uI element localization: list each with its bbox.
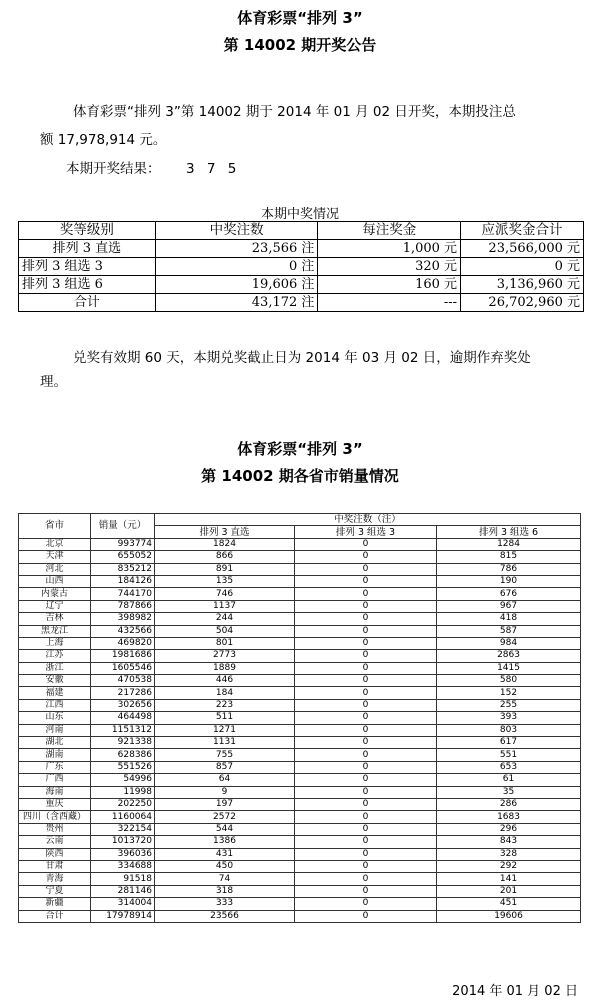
province-cell: 宁夏	[19, 885, 91, 897]
sales-cell: 0	[295, 774, 437, 786]
sales-cell: 202250	[91, 798, 155, 810]
announcement-title: 体育彩票“排列 3”	[237, 9, 363, 27]
sales-cell: 676	[437, 588, 581, 600]
sales-row	[19, 600, 581, 612]
sales-cell: 333	[155, 898, 295, 910]
sales-cell: 255	[437, 699, 581, 711]
sales-cell: 446	[155, 675, 295, 687]
sales-table	[18, 513, 581, 923]
sales-cell: 201	[437, 885, 581, 897]
direct-header: 排列 3 直选	[155, 526, 295, 538]
sales-cell: 0	[295, 885, 437, 897]
result-label: 本期开奖结果：	[66, 161, 161, 177]
sales-row	[19, 774, 581, 786]
province-cell: 江苏	[19, 650, 91, 662]
sales-cell: 891	[155, 563, 295, 575]
sales-cell: 0	[295, 588, 437, 600]
sales-row	[19, 588, 581, 600]
prize-cell: 1,000 元	[318, 240, 461, 258]
province-cell: 重庆	[19, 798, 91, 810]
sales-cell: 0	[295, 737, 437, 749]
sales-cell: 184	[155, 687, 295, 699]
sales-row	[19, 749, 581, 761]
sales-cell: 787866	[91, 600, 155, 612]
sales-row	[19, 885, 581, 897]
sales-cell: 0	[295, 798, 437, 810]
sales-cell: 35	[437, 786, 581, 798]
province-cell: 贵州	[19, 823, 91, 835]
sales-cell: 0	[295, 860, 437, 872]
sales-cell: 396036	[91, 848, 155, 860]
sales-cell: 281146	[91, 885, 155, 897]
sales-cell: 866	[155, 551, 295, 563]
sales-cell: 469820	[91, 637, 155, 649]
prize-header-cell: 每注奖金	[318, 222, 461, 240]
sales-cell: 23566	[155, 910, 295, 922]
prize-cell: 160 元	[318, 276, 461, 294]
province-cell: 云南	[19, 836, 91, 848]
sales-cell: 1981686	[91, 650, 155, 662]
sales-row	[19, 699, 581, 711]
sales-cell: 91518	[91, 873, 155, 885]
sales-cell: 286	[437, 798, 581, 810]
sales-subtitle: 第 14002 期各省市销量情况	[201, 467, 399, 485]
sales-cell: 451	[437, 898, 581, 910]
sales-row	[19, 823, 581, 835]
sales-cell: 0	[295, 848, 437, 860]
sales-cell: 292	[437, 860, 581, 872]
sales-cell: 1137	[155, 600, 295, 612]
province-cell: 福建	[19, 687, 91, 699]
sales-cell: 984	[437, 637, 581, 649]
prize-cell: 26,702,960 元	[461, 294, 584, 312]
sales-cell: 0	[295, 687, 437, 699]
winners-header: 中奖注数（注）	[155, 514, 581, 526]
sales-cell: 17978914	[91, 910, 155, 922]
sales-cell: 431	[155, 848, 295, 860]
prize-header-row	[19, 222, 584, 240]
province-cell: 广东	[19, 761, 91, 773]
prize-cell: 23,566,000 元	[461, 240, 584, 258]
prize-cell: 合计	[19, 294, 156, 312]
province-cell: 陕西	[19, 848, 91, 860]
sales-row	[19, 811, 581, 823]
sales-cell: 432566	[91, 625, 155, 637]
sales-cell: 2863	[437, 650, 581, 662]
sales-cell: 0	[295, 563, 437, 575]
province-cell: 湖北	[19, 737, 91, 749]
sales-cell: 815	[437, 551, 581, 563]
prize-cell: 排列 3 组选 3	[19, 258, 156, 276]
sales-row	[19, 563, 581, 575]
prize-table	[18, 221, 584, 312]
sales-cell: 755	[155, 749, 295, 761]
province-cell: 北京	[19, 538, 91, 550]
province-cell: 青海	[19, 873, 91, 885]
sales-row	[19, 675, 581, 687]
sales-row	[19, 650, 581, 662]
sales-cell: 0	[295, 551, 437, 563]
sales-cell: 393	[437, 712, 581, 724]
province-cell: 广西	[19, 774, 91, 786]
sales-cell: 314004	[91, 898, 155, 910]
prize-caption: 本期中奖情况	[260, 207, 339, 222]
prize-header-cell: 应派奖金合计	[461, 222, 584, 240]
prize-header-cell: 中奖注数	[155, 222, 318, 240]
province-cell: 新疆	[19, 898, 91, 910]
province-cell: 天津	[19, 551, 91, 563]
province-cell: 山西	[19, 575, 91, 587]
sales-cell: 74	[155, 873, 295, 885]
sales-row	[19, 538, 581, 550]
sales-row	[19, 737, 581, 749]
prize-cell: 排列 3 组选 6	[19, 276, 156, 294]
sales-cell: 54996	[91, 774, 155, 786]
sales-row	[19, 860, 581, 872]
sales-cell: 1131	[155, 737, 295, 749]
group3-header: 排列 3 组选 3	[295, 526, 437, 538]
prize-row	[19, 294, 584, 312]
sales-cell: 141	[437, 873, 581, 885]
sales-cell: 184126	[91, 575, 155, 587]
sales-cell: 1013720	[91, 836, 155, 848]
sales-cell: 1151312	[91, 724, 155, 736]
sales-row	[19, 575, 581, 587]
sales-row	[19, 712, 581, 724]
sales-row	[19, 898, 581, 910]
prize-cell: 19,606 注	[155, 276, 318, 294]
sales-cell: 655052	[91, 551, 155, 563]
announcement-subtitle: 第 14002 期开奖公告	[223, 36, 377, 54]
sales-row	[19, 761, 581, 773]
sales-cell: 0	[295, 625, 437, 637]
sales-cell: 1889	[155, 662, 295, 674]
province-cell: 合计	[19, 910, 91, 922]
province-cell: 河北	[19, 563, 91, 575]
province-cell: 内蒙古	[19, 588, 91, 600]
sales-cell: 244	[155, 613, 295, 625]
sales-row	[19, 724, 581, 736]
province-cell: 海南	[19, 786, 91, 798]
sales-cell: 0	[295, 650, 437, 662]
sales-cell: 0	[295, 712, 437, 724]
prize-cell: 43,172 注	[155, 294, 318, 312]
sales-cell: 0	[295, 575, 437, 587]
sales-cell: 921338	[91, 737, 155, 749]
prize-cell: 320 元	[318, 258, 461, 276]
sales-cell: 418	[437, 613, 581, 625]
prize-header-cell: 奖等级别	[19, 222, 156, 240]
sales-row	[19, 637, 581, 649]
sales-cell: 19606	[437, 910, 581, 922]
sales-cell: 2773	[155, 650, 295, 662]
sales-cell: 322154	[91, 823, 155, 835]
sales-cell: 1824	[155, 538, 295, 550]
group6-header: 排列 3 组选 6	[437, 526, 581, 538]
sales-cell: 0	[295, 873, 437, 885]
sales-cell: 135	[155, 575, 295, 587]
intro-line-2: 额 17,978,914 元。	[40, 132, 167, 148]
province-cell: 辽宁	[19, 600, 91, 612]
sales-cell: 0	[295, 836, 437, 848]
province-cell: 湖南	[19, 749, 91, 761]
sales-cell: 190	[437, 575, 581, 587]
sales-cell: 857	[155, 761, 295, 773]
province-cell: 安徽	[19, 675, 91, 687]
sales-cell: 993774	[91, 538, 155, 550]
sales-cell: 328	[437, 848, 581, 860]
sales-cell: 803	[437, 724, 581, 736]
prize-cell: ---	[318, 294, 461, 312]
sales-cell: 217286	[91, 687, 155, 699]
sales-cell: 617	[437, 737, 581, 749]
sales-row	[19, 873, 581, 885]
sales-cell: 504	[155, 625, 295, 637]
sales-cell: 1683	[437, 811, 581, 823]
sales-amount-header: 销量（元）	[91, 514, 155, 539]
province-cell: 四川（含西藏）	[19, 811, 91, 823]
sales-cell: 511	[155, 712, 295, 724]
sales-cell: 1415	[437, 662, 581, 674]
sales-cell: 2572	[155, 811, 295, 823]
sales-cell: 1160064	[91, 811, 155, 823]
province-cell: 黑龙江	[19, 625, 91, 637]
prize-row	[19, 276, 584, 294]
sales-header-row	[19, 514, 581, 526]
sales-row	[19, 625, 581, 637]
sales-cell: 551	[437, 749, 581, 761]
sales-cell: 464498	[91, 712, 155, 724]
sales-cell: 0	[295, 675, 437, 687]
sales-cell: 318	[155, 885, 295, 897]
intro-line-1: 体育彩票“排列 3”第 14002 期于 2014 年 01 月 02 日开奖，本期投注总	[73, 104, 516, 120]
sales-cell: 835212	[91, 563, 155, 575]
sales-cell: 9	[155, 786, 295, 798]
sales-cell: 580	[437, 675, 581, 687]
province-cell: 吉林	[19, 613, 91, 625]
sales-cell: 197	[155, 798, 295, 810]
sales-cell: 551526	[91, 761, 155, 773]
sales-cell: 843	[437, 836, 581, 848]
sales-title: 体育彩票“排列 3”	[237, 440, 363, 458]
sales-cell: 0	[295, 662, 437, 674]
prize-cell: 3,136,960 元	[461, 276, 584, 294]
result-numbers: 3 7 5	[186, 161, 241, 177]
sales-row	[19, 836, 581, 848]
province-cell: 甘肃	[19, 860, 91, 872]
sales-cell: 398982	[91, 613, 155, 625]
sales-cell: 296	[437, 823, 581, 835]
sales-cell: 1284	[437, 538, 581, 550]
sales-cell: 470538	[91, 675, 155, 687]
province-cell: 山东	[19, 712, 91, 724]
sales-row	[19, 910, 581, 922]
sales-cell: 544	[155, 823, 295, 835]
sales-cell: 0	[295, 749, 437, 761]
sales-cell: 0	[295, 898, 437, 910]
sales-cell: 744170	[91, 588, 155, 600]
prize-cell: 0 注	[155, 258, 318, 276]
sales-row	[19, 687, 581, 699]
province-header: 省市	[19, 514, 91, 539]
prize-row	[19, 258, 584, 276]
sales-cell: 0	[295, 811, 437, 823]
sales-cell: 1386	[155, 836, 295, 848]
sales-cell: 0	[295, 786, 437, 798]
sales-cell: 61	[437, 774, 581, 786]
sales-cell: 0	[295, 600, 437, 612]
sales-cell: 64	[155, 774, 295, 786]
sales-cell: 11998	[91, 786, 155, 798]
province-cell: 上海	[19, 637, 91, 649]
sales-cell: 450	[155, 860, 295, 872]
prize-cell: 23,566 注	[155, 240, 318, 258]
sales-cell: 0	[295, 823, 437, 835]
province-cell: 河南	[19, 724, 91, 736]
sales-cell: 0	[295, 724, 437, 736]
sales-cell: 786	[437, 563, 581, 575]
sales-row	[19, 551, 581, 563]
sales-cell: 1271	[155, 724, 295, 736]
sales-cell: 0	[295, 538, 437, 550]
sales-cell: 0	[295, 910, 437, 922]
prize-cell: 排列 3 直选	[19, 240, 156, 258]
sales-cell: 302656	[91, 699, 155, 711]
sales-row	[19, 798, 581, 810]
province-cell: 江西	[19, 699, 91, 711]
sales-row	[19, 613, 581, 625]
sales-cell: 334688	[91, 860, 155, 872]
prize-row	[19, 240, 584, 258]
province-cell: 浙江	[19, 662, 91, 674]
sales-cell: 1605546	[91, 662, 155, 674]
sales-cell: 0	[295, 761, 437, 773]
sales-cell: 587	[437, 625, 581, 637]
sales-row	[19, 848, 581, 860]
sales-cell: 0	[295, 699, 437, 711]
prize-cell: 0 元	[461, 258, 584, 276]
sales-cell: 628386	[91, 749, 155, 761]
sales-cell: 223	[155, 699, 295, 711]
notice-line-1: 兑奖有效期 60 天，本期兑奖截止日为 2014 年 03 月 02 日，逾期作弃奖处	[73, 350, 531, 366]
notice-line-2: 理。	[40, 374, 67, 390]
sales-cell: 0	[295, 613, 437, 625]
sales-row	[19, 786, 581, 798]
sales-cell: 0	[295, 637, 437, 649]
sales-cell: 152	[437, 687, 581, 699]
sales-cell: 801	[155, 637, 295, 649]
sales-cell: 746	[155, 588, 295, 600]
footer-date: 2014 年 01 月 02 日	[452, 984, 578, 999]
sales-cell: 653	[437, 761, 581, 773]
sales-cell: 967	[437, 600, 581, 612]
sales-row	[19, 662, 581, 674]
